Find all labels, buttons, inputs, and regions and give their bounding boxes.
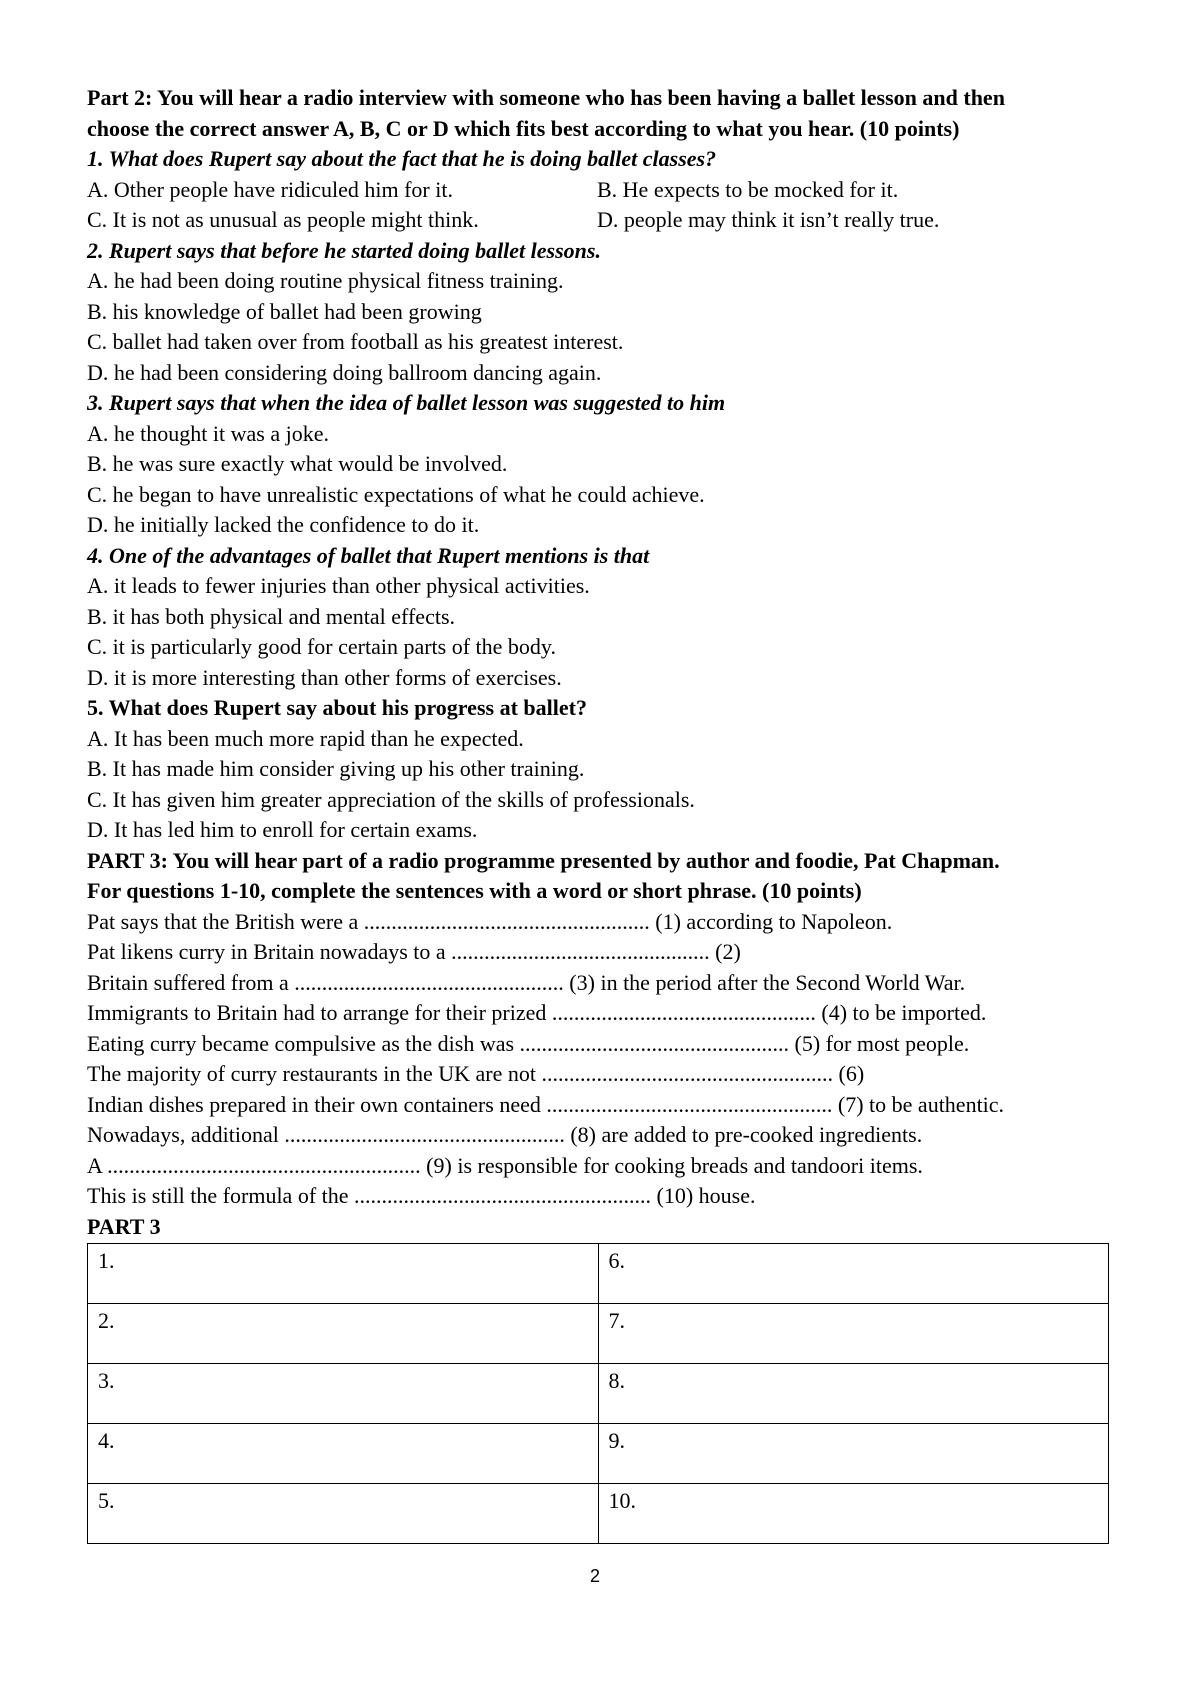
sentence-3: Britain suffered from a ................................................. (3) in the period after the Second World War.	[87, 969, 966, 995]
worksheet-page	[87, 83, 1107, 1544]
answer-table-heading: PART 3	[87, 1213, 161, 1239]
question-1-options-row1	[87, 175, 1107, 206]
question-2: 2. Rupert says that before he started doing ballet lessons.	[87, 237, 601, 263]
answer-cell-2[interactable]: 2.	[88, 1304, 599, 1364]
option-1d: D. people may think it isn’t really true.	[597, 207, 940, 232]
answer-cell-9[interactable]: 9.	[598, 1424, 1109, 1484]
option-4c: C. it is particularly good for certain parts of the body.	[87, 634, 557, 659]
answer-cell-4[interactable]: 4.	[88, 1424, 599, 1484]
sentence-2: Pat likens curry in Britain nowadays to a ............................................... (2)	[87, 939, 741, 964]
question-1-options-row2	[87, 205, 1107, 236]
part3-heading-line1: PART 3: You will hear part of a radio programme presented by author and foodie, Pat Chapman.	[87, 847, 1000, 873]
answer-cell-3[interactable]: 3.	[88, 1364, 599, 1424]
part2-heading-line2: choose the correct answer A, B, C or D which fits best according to what you hear. (10 points)	[87, 115, 960, 141]
option-2a: A. he had been doing routine physical fitness training.	[87, 268, 564, 293]
page-number: 2	[589, 1566, 600, 1586]
option-2b: B. his knowledge of ballet had been growing	[87, 298, 482, 324]
option-5a: A. It has been much more rapid than he expected.	[87, 725, 524, 751]
option-3b: B. he was sure exactly what would be involved.	[87, 451, 508, 476]
part3-heading-line2: For questions 1-10, complete the sentences with a word or short phrase. (10 points)	[87, 878, 862, 903]
answer-table	[87, 1243, 1109, 1544]
table-row	[88, 1484, 1109, 1544]
sentence-10: This is still the formula of the ...................................................... (10) house.	[87, 1183, 756, 1208]
answer-cell-10[interactable]: 10.	[598, 1484, 1109, 1544]
sentence-1: Pat says that the British were a .................................................... (1) according to Napoleon.	[87, 908, 893, 934]
question-3: 3. Rupert says that when the idea of ballet lesson was suggested to him	[87, 390, 726, 415]
option-5c: C. It has given him greater appreciation of the skills of professionals.	[87, 786, 695, 812]
sentence-8: Nowadays, additional ................................................... (8) are added to pre-cooked ingredients.	[87, 1122, 923, 1147]
option-1c: C. It is not as unusual as people might think.	[87, 207, 479, 232]
sentence-9: A ......................................................... (9) is responsible for cooking breads and tandoori items.	[87, 1152, 923, 1178]
option-5b: B. It has made him consider giving up his other training.	[87, 756, 585, 781]
table-row	[88, 1424, 1109, 1484]
table-row	[88, 1364, 1109, 1424]
part2-heading-line1: Part 2: You will hear a radio interview with someone who has been having a ballet lesson and then	[87, 85, 1005, 110]
option-2d: D. he had been considering doing ballroom dancing again.	[87, 359, 602, 385]
option-4d: D. it is more interesting than other forms of exercises.	[87, 664, 562, 690]
table-row	[88, 1304, 1109, 1364]
option-3d: D. he initially lacked the confidence to do it.	[87, 512, 480, 537]
answer-cell-8[interactable]: 8.	[598, 1364, 1109, 1424]
option-1a: A. Other people have ridiculed him for it.	[87, 176, 453, 202]
answer-cell-6[interactable]: 6.	[598, 1244, 1109, 1304]
answer-cell-7[interactable]: 7.	[598, 1304, 1109, 1364]
option-3a: A. he thought it was a joke.	[87, 420, 329, 446]
option-3c: C. he began to have unrealistic expectations of what he could achieve.	[87, 481, 705, 507]
option-1b: B. He expects to be mocked for it.	[597, 176, 899, 202]
option-2c: C. ballet had taken over from football as his greatest interest.	[87, 329, 624, 354]
sentence-5: Eating curry became compulsive as the dish was ................................................. (5) for most people.	[87, 1030, 970, 1056]
question-1: 1. What does Rupert say about the fact that he is doing ballet classes?	[87, 146, 717, 171]
sentence-6: The majority of curry restaurants in the UK are not ..................................................... (6)	[87, 1061, 865, 1086]
sentence-4: Immigrants to Britain had to arrange for their prized ................................................ (4) to be imported.	[87, 1000, 987, 1025]
question-4: 4. One of the advantages of ballet that Rupert mentions is that	[87, 542, 650, 568]
question-5: 5. What does Rupert say about his progress at ballet?	[87, 695, 587, 720]
table-row	[88, 1244, 1109, 1304]
option-5d: D. It has led him to enroll for certain exams.	[87, 817, 478, 842]
answer-cell-5[interactable]: 5.	[88, 1484, 599, 1544]
sentence-7: Indian dishes prepared in their own containers need .................................................... (7) to be authentic.	[87, 1091, 1005, 1117]
option-4a: A. it leads to fewer injuries than other physical activities.	[87, 573, 590, 598]
answer-cell-1[interactable]: 1.	[88, 1244, 599, 1304]
option-4b: B. it has both physical and mental effects.	[87, 603, 456, 629]
